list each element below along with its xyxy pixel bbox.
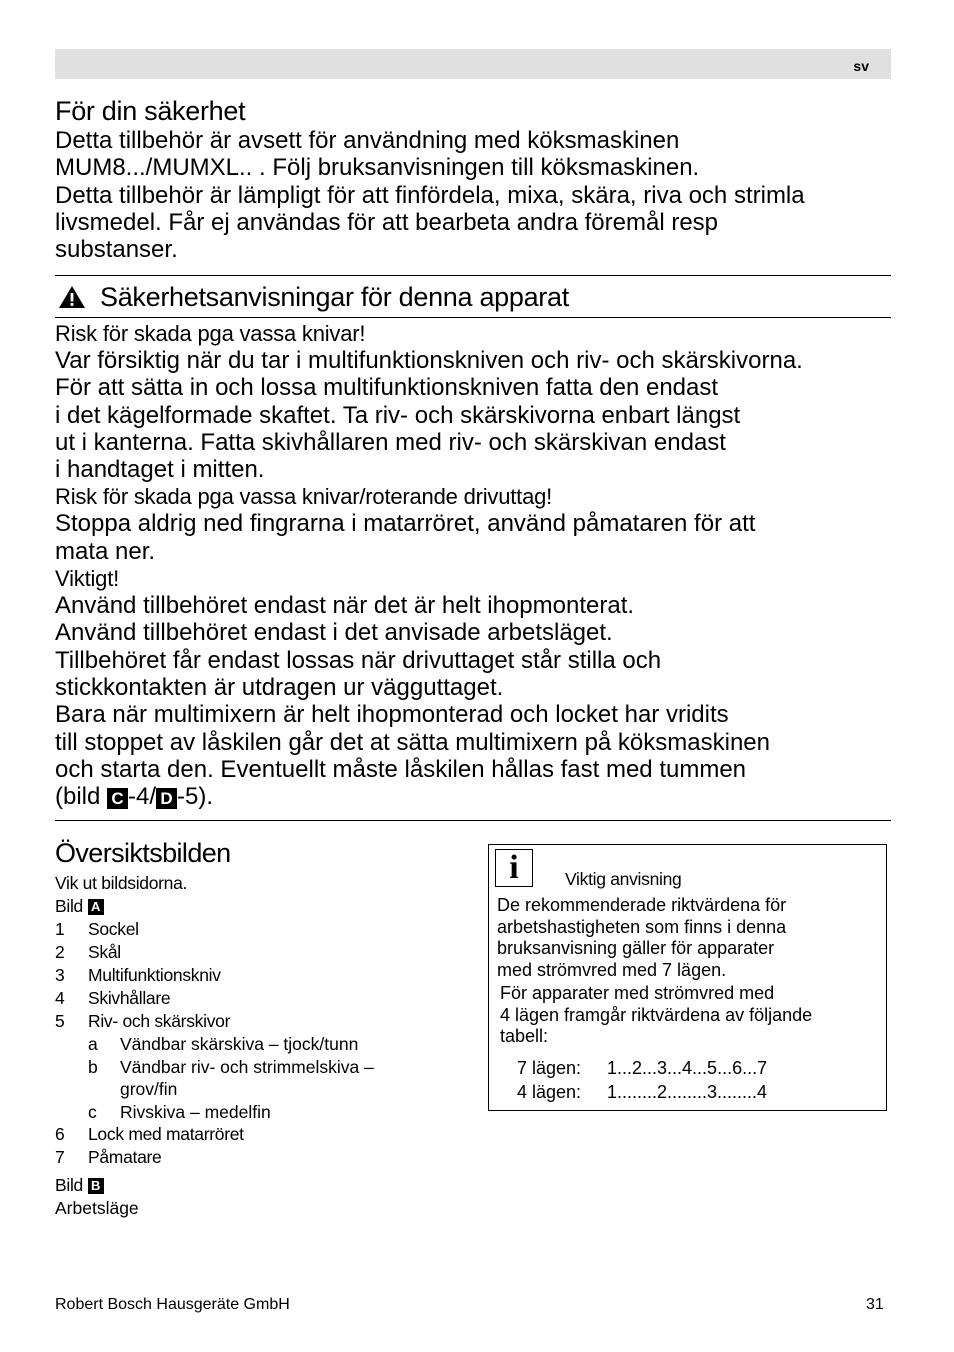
warning-line: Använd tillbehöret endast när det är helt ihopmonterat.	[55, 592, 635, 620]
divider	[55, 820, 891, 821]
page-number: 31	[866, 1296, 884, 1313]
warning-title-important: Viktigt!	[55, 566, 120, 592]
bild-b-label: Bild B	[55, 1174, 374, 1197]
info-line: med strömvred med 7 lägen.	[497, 960, 727, 981]
bild-b-text: Arbetsläge	[55, 1198, 139, 1218]
warnings-heading-text: Säkerhetsanvisningar för denna apparat	[100, 281, 569, 312]
safety-line: Detta tillbehör är avsett för användning med köksmaskinen	[55, 127, 680, 154]
overview-title: Översiktsbilden	[55, 838, 231, 868]
figure-badge-b: B	[88, 1178, 104, 1194]
warning-line: i det kägelformade skaftet. Ta riv- och skärskivorna enbart längst	[55, 401, 741, 429]
warning-line: Stoppa aldrig ned fingrarna i matarröret, använd påmataren för att	[55, 510, 756, 538]
warning-line: stickkontakten är utdragen ur vägguttaget.	[55, 673, 504, 701]
warnings-body	[55, 320, 895, 810]
warning-line-figure-ref: (bild C -4/ D -5).	[55, 783, 214, 811]
figure-badge-c: C	[107, 788, 128, 809]
info-line: De rekommenderade riktvärdena för	[497, 895, 787, 915]
list-item: 2 Skål	[55, 942, 121, 962]
overview-instruction: Vik ut bildsidorna.	[55, 873, 188, 893]
warning-line: mata ner.	[55, 537, 156, 565]
safety-line: substanser.	[55, 236, 178, 264]
info-box	[488, 844, 887, 1111]
speed-row: 4 lägen: 1........2........3........4	[517, 1082, 768, 1102]
divider	[55, 275, 891, 276]
list-item: 7 Påmatare	[55, 1147, 162, 1167]
list-item: 4 Skivhållare	[55, 988, 171, 1008]
list-item: 3 Multifunktionskniv	[55, 965, 221, 985]
info-line: tabell:	[500, 1026, 549, 1047]
overview-list	[55, 872, 374, 1220]
figure-badge-a: A	[88, 899, 104, 915]
warning-title-knives: Risk för skada pga vassa knivar!	[55, 321, 366, 346]
info-text-2	[500, 983, 812, 1048]
sub-list-item: a Vändbar skärskiva – tjock/tunn	[88, 1034, 359, 1054]
info-line: arbetshastigheten som finns i denna	[497, 916, 787, 937]
safety-title: För din säkerhet	[55, 96, 246, 126]
list-item: 5 Riv- och skärskivor	[55, 1011, 231, 1031]
speed-table	[517, 1056, 767, 1104]
safety-line: Detta tillbehör är lämpligt för att finfördela, mixa, skära, riva och strimla	[55, 181, 805, 209]
warning-line: För att sätta in och lossa multifunktionskniven fatta den endast	[55, 374, 719, 402]
warning-line: ut i kanterna. Fatta skivhållaren med riv- och skärskivan endast	[55, 428, 726, 456]
warning-line: Bara när multimixern är helt ihopmonterad och locket har vridits	[55, 701, 729, 729]
warning-line: i handtaget i mitten.	[55, 456, 265, 484]
warning-line: Var försiktig när du tar i multifunktionskniven och riv- och skärskivorna.	[55, 347, 803, 374]
warning-line: till stoppet av låskilen går det at sätta multimixern på köksmaskinen	[55, 728, 770, 756]
language-bar	[55, 49, 891, 79]
sub-list-item: c Rivskiva – medelfin	[88, 1101, 271, 1122]
figure-badge-d: D	[156, 788, 177, 809]
divider	[55, 317, 891, 318]
info-line: bruksanvisning gäller för apparater	[497, 938, 775, 959]
sub-list-item-cont: grov/fin	[120, 1079, 178, 1099]
list-item: 1 Sockel	[55, 919, 139, 939]
warning-icon	[58, 285, 86, 309]
safety-line: MUM8.../MUMXL.. . Följ bruksanvisningen till köksmaskinen.	[55, 154, 700, 182]
warnings-heading	[58, 279, 569, 315]
speed-row: 7 lägen: 1...2...3...4...5...6...7	[517, 1058, 768, 1078]
warning-line: Använd tillbehöret endast i det anvisade arbetsläget.	[55, 619, 613, 647]
safety-text	[55, 127, 805, 263]
warning-title-drive: Risk för skada pga vassa knivar/roterande drivuttag!	[55, 484, 553, 510]
warning-line: och starta den. Eventuellt måste låskilen hållas fast med tummen	[55, 755, 747, 783]
language-tag: sv	[853, 58, 869, 74]
warning-line: Tillbehöret får endast lossas när drivuttaget står stilla och	[55, 646, 662, 674]
footer-company: Robert Bosch Hausgeräte GmbH	[55, 1296, 290, 1313]
list-item: 6 Lock med matarröret	[55, 1124, 244, 1144]
info-line: För apparater med strömvred med	[500, 983, 775, 1003]
info-text	[497, 895, 786, 982]
info-title: Viktig anvisning	[565, 869, 682, 889]
info-icon: i	[495, 849, 533, 887]
bild-a-label: Bild A	[55, 895, 374, 918]
info-line: 4 lägen framgår riktvärdena av följande	[500, 1004, 813, 1025]
safety-line: livsmedel. Får ej användas för att bearbeta andra föremål resp	[55, 208, 719, 236]
sub-list-item: b Vändbar riv- och strimmelskiva –	[88, 1056, 374, 1077]
